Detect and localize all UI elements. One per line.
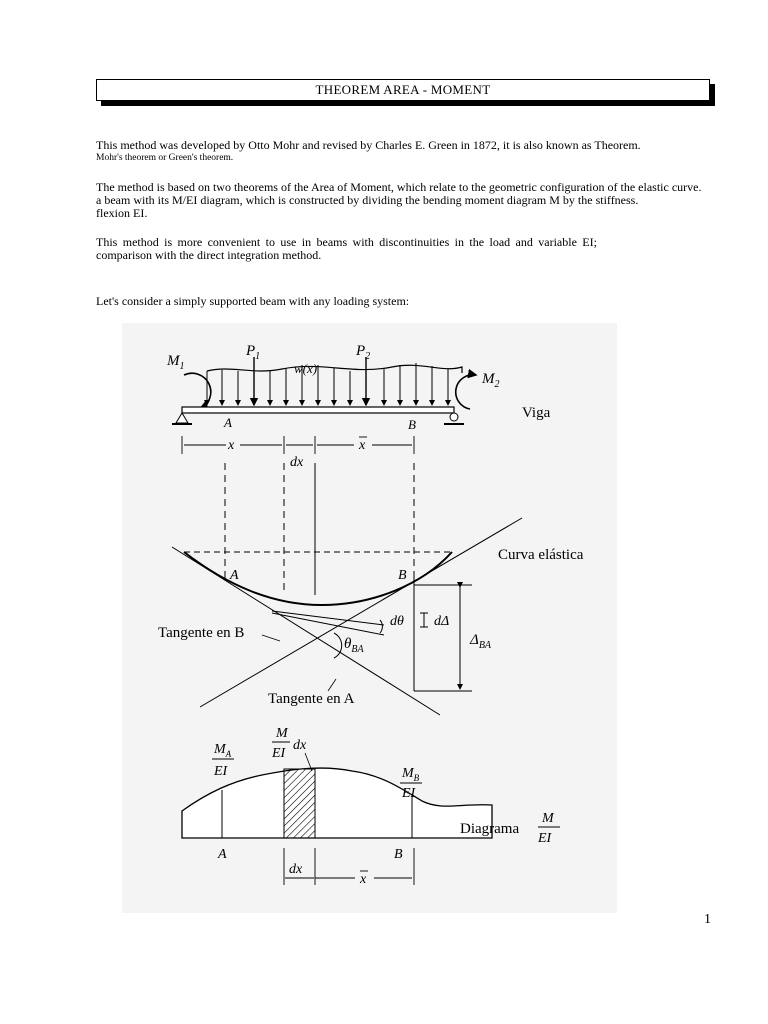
- paragraph-history-continued: [96, 153, 716, 164]
- paragraph-line: a beam with its M/EI diagram, which is constructed by dividing the bending moment diagram M by the stiffness.: [96, 193, 639, 207]
- paragraph-line: flexion EI.: [96, 206, 148, 220]
- svg-text:M: M: [542, 811, 554, 826]
- paragraph-line: The method is based on two theorems of the Area of Moment, which relate to the geometric configuration of the elastic curve.: [96, 180, 702, 194]
- paragraph-line: Mohr's theorem or Green's theorem.: [96, 153, 234, 163]
- label-b-diagram: B: [394, 847, 403, 862]
- label-a-elastic: A: [230, 568, 239, 583]
- label-theta-ba: $\theta_{BA}$: [344, 636, 364, 655]
- paragraph-history: [96, 139, 716, 152]
- label-tangente-b: Tangente en B: [158, 625, 245, 641]
- label-a-beam: A: [224, 415, 232, 430]
- page-title: THEOREM AREA - MOMENT: [96, 79, 710, 101]
- label-b-beam: B: [408, 417, 416, 432]
- label-a-diagram: A: [218, 847, 227, 862]
- label-xbar: x: [359, 438, 366, 453]
- beam-loading: [172, 357, 476, 424]
- svg-text:EI: EI: [214, 764, 228, 779]
- svg-text:dx: dx: [293, 738, 307, 753]
- paragraph-convenience: [96, 236, 716, 262]
- label-m2: $M_2$: [482, 371, 500, 390]
- label-tangente-a: Tangente en A: [268, 691, 355, 707]
- label-ma-ei: [212, 742, 234, 779]
- dimension-lines: [182, 436, 414, 454]
- svg-text:EI: EI: [538, 831, 552, 846]
- svg-text:EI: EI: [272, 746, 286, 761]
- paragraph-line: comparison with the direct integration method.: [96, 248, 322, 262]
- label-dtheta: dθ: [390, 614, 404, 629]
- label-wx: w(x): [294, 361, 318, 376]
- label-viga: Viga: [522, 405, 551, 421]
- label-m-ei-dx: [271, 726, 307, 761]
- svg-text:EI: EI: [402, 786, 416, 801]
- paragraph-line: This method was developed by Otto Mohr and revised by Charles E. Green in 1872, it is also known as Theorem.: [96, 138, 641, 152]
- svg-text:MA: $M_A$: [214, 742, 232, 759]
- beam-figure-drawing: [122, 323, 617, 913]
- elastic-curve-diagram: [172, 463, 522, 715]
- label-delta-ba: $\Delta_{BA}$: [470, 632, 492, 651]
- label-dx-bottom: dx: [289, 862, 303, 877]
- label-curva-elastica: Curva elástica: [498, 547, 584, 563]
- svg-text:Diagrama: Diagrama: [460, 821, 520, 837]
- paragraph-line: Let's consider a simply supported beam with any loading system:: [96, 294, 410, 308]
- paragraph-basis: [96, 181, 716, 220]
- label-m1: $M_1$: [167, 353, 185, 372]
- paragraph-line: This method is more convenient to use in beams with discontinuities in the load and variable EI;: [96, 235, 597, 249]
- label-b-elastic: B: [398, 568, 407, 583]
- svg-text:MB: $M_B$: [402, 766, 420, 783]
- label-p1: $P_1$: [246, 343, 261, 362]
- svg-text:M: M: [276, 726, 288, 741]
- page-number: 1: [704, 912, 711, 927]
- label-x: x: [228, 438, 235, 453]
- label-xbar-bottom: x: [360, 872, 367, 887]
- paragraph-intro: [96, 295, 716, 308]
- label-dx-top: dx: [290, 455, 304, 470]
- m-ei-diagram: [182, 753, 492, 885]
- label-mb-ei: [400, 766, 422, 801]
- label-ddelta: dΔ: [434, 614, 450, 629]
- label-p2: $P_2$: [356, 343, 371, 362]
- beam-figure: [122, 323, 617, 913]
